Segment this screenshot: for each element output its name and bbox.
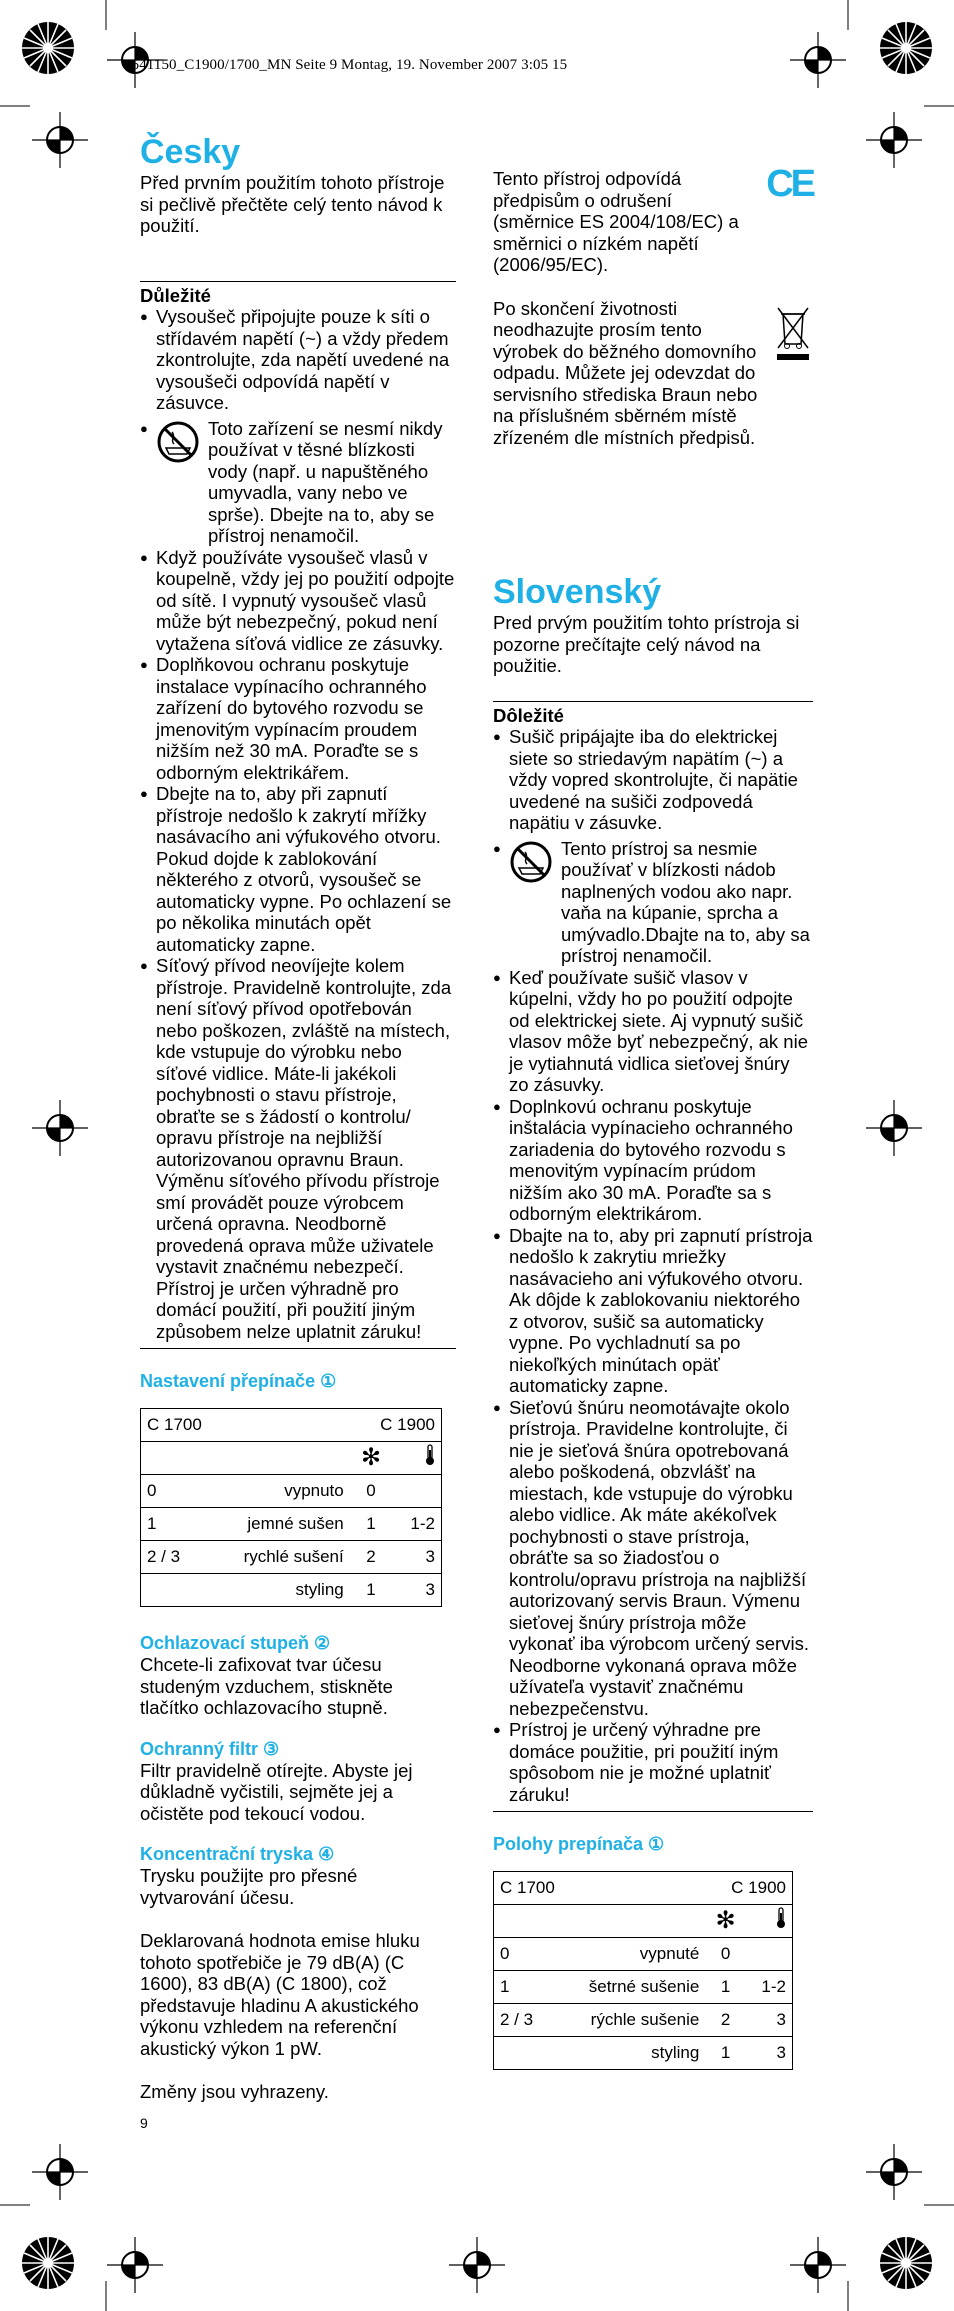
list-item: ● Sieťovú šnúru neomotávajte okolo prístroja. Pravidelne kontrolujte, či nie je sieťová šnúra opotrebovaná alebo poškodená, obzvlášť na miestach, kde vstupuje do výrobku alebo vidlice. Ak máte akékoľvek pochybnosti o stave prístroja, obráťte sa so žiadosťou o kontrolu/opravu prístroja na najbližší autorizovaný servis Braun. Výmenu sieťovej šnúry prístroja môže vykonať iba výrobcom určený servis. Neodborne vykonaná oprava môže užívateľa vystaviť značnému nebezpečenstvu. <box>493 1397 813 1720</box>
list-item: ● Prístroj je určený výhradne pre domáce použitie, pri použití iným spôsobom nie je možné uplatniť záruku! <box>493 1719 813 1805</box>
fan-icon: ✻ <box>350 1442 393 1475</box>
slovak-intro: Pred prvým použitím tohto prístroja si pozorne prečítajte celý návod na použitie. <box>493 612 800 676</box>
thermometer-icon <box>392 1442 441 1475</box>
ce-mark: CE <box>766 163 813 205</box>
thermometer-icon <box>746 1905 793 1938</box>
table-row: 1 jemné sušen 1 1-2 <box>141 1508 442 1541</box>
list-item: ● Síťový přívod neovíjejte kolem přístroje. Pravidelně kontrolujte, zda není síťový přívod opotřebován nebo poškozen, zvláště na místech, kde vstupuje do výrobku nebo síťové vidlice. Máte-li jakékoli pochybnosti o stavu přístroje, obraťte se s žádostí o kontrolu/ opravu přístroje na nejbližší autorizovanou opravnu Braun. Výměnu síťového přívodu přístroje smí provádět pouze výrobcem určená opravna. Neodborně provedená oprava může uživatele vystavit značnému nebezpečí. Přístroj je určen výhradně pro domácí použití, při použití jiným způsobem nelze uplatnit záruku! <box>140 955 456 1342</box>
table-header-c1900: C 1900 <box>705 1872 792 1905</box>
table-row: 0 vypnuto 0 <box>141 1475 442 1508</box>
czech-intro: Před prvním použitím tohoto přístroje si pečlivě přečtěte celý tento návod k použití. <box>140 172 445 236</box>
czech-important-list <box>140 306 456 1342</box>
czech-changes-text: Změny jsou vyhrazeny. <box>140 2081 329 2102</box>
print-file-info: 3541150_C1900/1700_MN Seite 9 Montag, 19. November 2007 3:05 15 <box>124 57 568 73</box>
list-item-text: ● Tento prístroj sa nesmie používať v blízkosti nádob naplnených vodou ako napr. vaňa na kúpanie, sprcha a umývadlo.Dbajte na to, aby sa prístroj nenamočil. <box>561 837 810 966</box>
disposal-text: Po skončení životnosti neodhazujte prosím tento výrobek do běžného domovního odpadu. Můžete jej odevzdat do servisního střediska Braun nebo na příslušném sběrném místě zřízeném dle místních předpisů. <box>493 297 758 448</box>
czech-settings-table <box>140 1408 442 1607</box>
no-water-icon <box>156 418 208 468</box>
table-row: styling 1 3 <box>141 1574 442 1607</box>
list-item <box>493 838 813 967</box>
slovak-settings-table <box>493 1871 793 2070</box>
czech-filter-text: Filtr pravidelně otírejte. Abyste jej důkladně vyčistili, sejměte jej a očistěte pod tekoucí vodou. <box>140 1759 413 1824</box>
list-item-text: ● Toto zařízení se nesmí nikdy používat v těsné blízkosti vody (např. u napuštěného umyvadla, vany nebo ve sprše). Dbejte na to, aby se přístroj nenamočil. <box>208 417 443 546</box>
czech-filter-heading: Ochranný filtr ③ <box>140 1738 280 1759</box>
fan-icon: ✻ <box>705 1905 745 1938</box>
list-item: ● Doplňkovou ochranu poskytuje instalace vypínacího ochranného zařízení do bytového rozvodu se jmenovitým vypínacím proudem nižším než 30 mA. Poraďte se s odborným elektrikářem. <box>140 654 456 783</box>
table-row: styling 1 3 <box>494 2037 793 2070</box>
list-item: ● Sušič pripájajte iba do elektrickej siete so striedavým napätím (~) a vždy vopred skontrolujte, či napätie uvedené na sušiči zodpovedá napätiu v zásuvke. <box>493 726 813 834</box>
czech-title: Česky <box>140 133 241 171</box>
ce-compliance-text: Tento přístroj odpovídá předpisům o odrušení (směrnice ES 2004/108/EC) a směrnici o nízkém napětí (2006/95/EC). <box>493 168 739 275</box>
table-row: 2 / 3 rýchle sušenie 2 3 <box>494 2004 793 2037</box>
czech-settings-heading: Nastavení přepínače ① <box>140 1371 337 1391</box>
list-item: ● Keď používate sušič vlasov v kúpelni, vždy ho po použití odpojte od elektrickej siete. Aj vypnutý sušič vlasov môže byť nebezpečný, ak nie je vytiahnutá vidlica sieťovej šnúry zo zásuvky. <box>493 967 813 1096</box>
table-header-c1700: C 1700 <box>141 1409 350 1442</box>
table-row: 0 vypnuté 0 <box>494 1938 793 1971</box>
table-row: 1 šetrné sušenie 1 1-2 <box>494 1971 793 2004</box>
list-item: ● Dbejte na to, aby při zapnutí přístroje nedošlo k zakrytí mřížky nasávacího ani výfukového otvoru. Pokud dojde k zablokování některého z otvorů, vysoušeč se automaticky vypne. Po ochlazení se po několika minutách opět automaticky zapne. <box>140 783 456 955</box>
slovak-settings-heading: Polohy prepínača ① <box>493 1834 665 1854</box>
czech-cool-text: Chcete-li zafixovat tvar účesu studeným vzduchem, stiskněte tlačítko ochlazovacího stupně. <box>140 1654 393 1718</box>
czech-important-heading: Důležité <box>140 284 211 306</box>
slovak-important-heading: Dôležité <box>493 704 564 726</box>
czech-column <box>140 132 456 2134</box>
slovak-important-list <box>493 726 813 1805</box>
list-item: ● Když používáte vysoušeč vlasů v koupelně, vždy jej po použití odpojte od sítě. I vypnutý vysoušeč vlasů může být nebezpečný, pokud není vytažena síťová vidlice ze zásuvky. <box>140 547 456 655</box>
list-item: ● Dbajte na to, aby pri zapnutí prístroja nedošlo k zakrytiu mriežky nasávacieho ani výfukového otvoru. Ak dôjde k zablokovaniu niektorého z otvorov, sušič sa automaticky vypne. Po vychladnutí sa po niekoľkých minútach opäť automaticky zapne. <box>493 1225 813 1397</box>
no-water-icon <box>509 838 561 888</box>
page-number: 9 <box>140 2114 148 2131</box>
list-item <box>140 418 456 547</box>
crossed-bin-icon <box>773 302 813 362</box>
list-item: ● Doplnkovú ochranu poskytuje inštalácia vypínacieho ochranného zariadenia do bytového rozvodu s menovitým vypínacím prúdom nižším ako 30 mA. Poraďte sa s odborným elektrikárom. <box>493 1096 813 1225</box>
czech-noise-text: Deklarovaná hodnota emise hluku tohoto spotřebiče je 79 dB(A) (C 1600), 83 dB(A) (C 1800), což představuje hladinu A akustického výkonu vzhledem na referenční akustický výkon 1 pW. <box>140 1930 420 2059</box>
czech-nozzle-heading: Koncentrační tryska ④ <box>140 1844 335 1864</box>
czech-nozzle-text: Trysku použijte pro přesné vytvarování účesu. <box>140 1865 358 1908</box>
list-item: ● Vysoušeč připojujte pouze k síti o střídavém napětí (~) a vždy předem zkontrolujte, zda napětí uvedené na vysoušeči odpovídá napětí v zásuvce. <box>140 306 456 414</box>
table-row: 2 / 3 rychlé sušení 2 3 <box>141 1541 442 1574</box>
table-header-c1700: C 1700 <box>494 1872 706 1905</box>
czech-cool-heading: Ochlazovací stupeň ② <box>140 1633 331 1653</box>
slovak-title: Slovenský <box>493 573 662 611</box>
right-column <box>493 163 813 2070</box>
table-header-c1900: C 1900 <box>350 1409 442 1442</box>
